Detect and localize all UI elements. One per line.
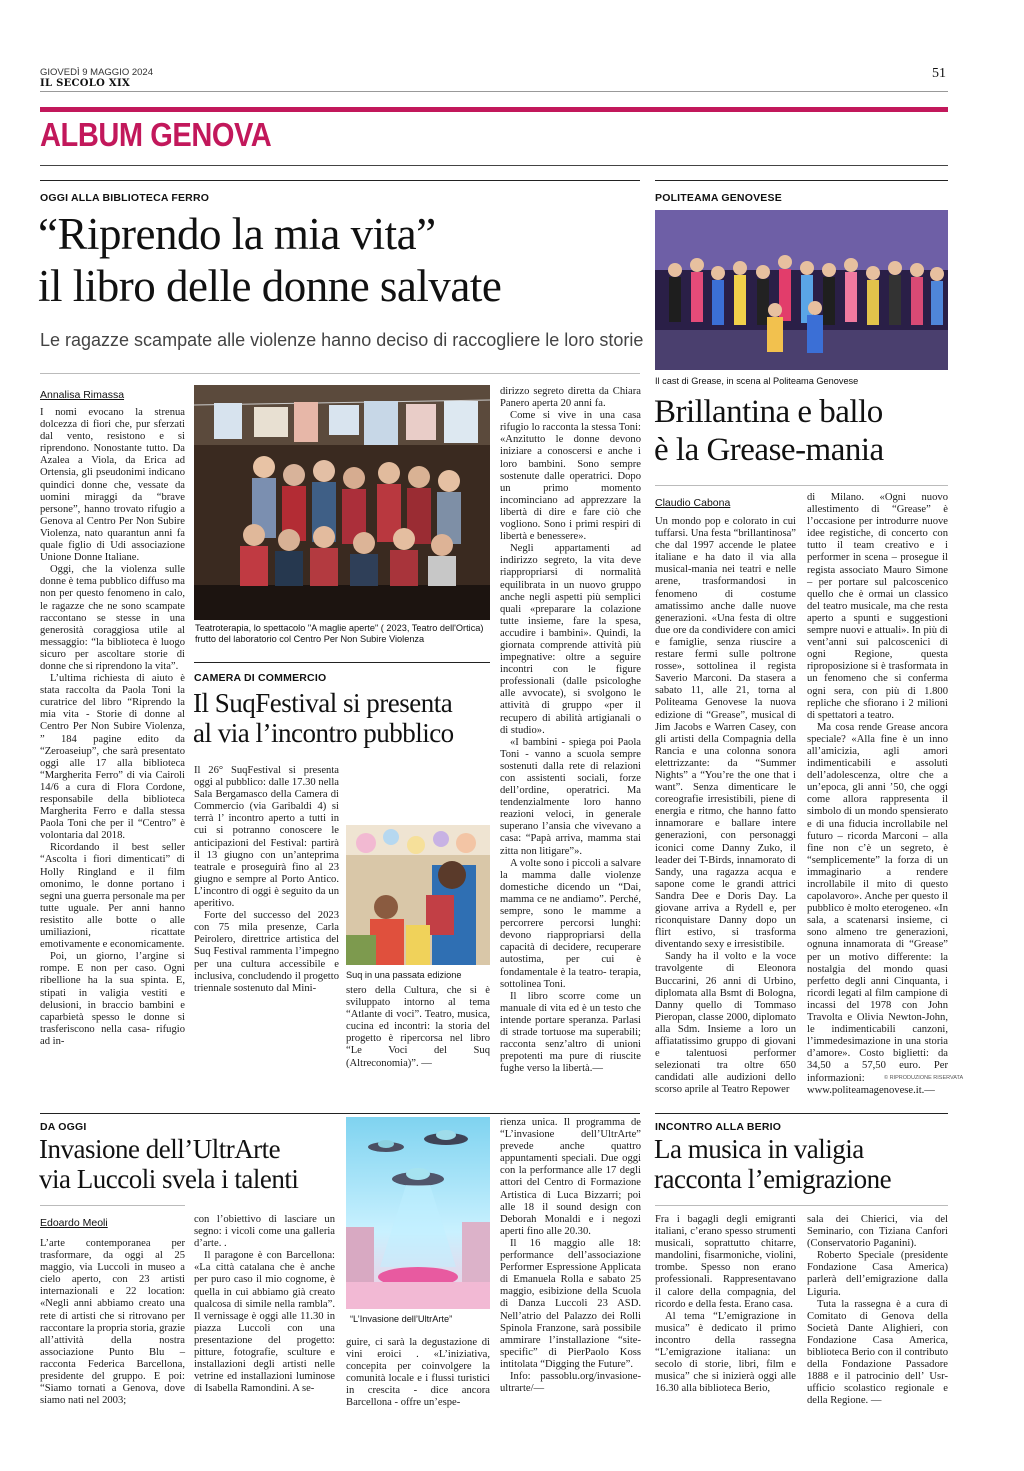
grease-column-1	[655, 516, 796, 1097]
paragraph: Il 26° SuqFestival si presenta oggi al pubblico: dalle 17.30 nella Sala Bergamasco della Camera di Commercio (via Garibaldi 4) si terrà l’ incontro aperto a tutti in cui si potranno conoscere le anticipazioni del Festival: partirà il 13 giugno con un’anteprima teatrale e proseguirà fino al 23 giugno e sempre al Porto Antico. L’incontro di oggi è seguito da un aperitivo.	[194, 765, 339, 910]
ultrarte-photo-caption: “L’Invasione dell’UltrArte”	[350, 1314, 453, 1324]
suq-title-line1: Il SuqFestival si presenta	[193, 688, 453, 718]
ultrarte-title-line1: Invasione dell’UltrArte	[39, 1134, 281, 1164]
berio-title-line1: La musica in valigia	[654, 1134, 864, 1164]
ultrarte-column-1: L’arte contemporanea per trasformare, da oggi al 25 maggio, via Luccoli in museo a cielo aperto, con 23 artisti internazionali e 22 location: «Negli anni abbiamo creato una rete di artisti che si ritrovano per raccontare la propria storia, grazie all’attività della nostra associazione Punto Blu – racconta Federica Barcellona, presidente del gruppo. E poi: “Siamo tornati a Genova, dove siamo nati nel 2003;	[40, 1238, 185, 1407]
ultrarte-author: Edoardo Meoli	[40, 1217, 108, 1229]
paragraph: «I bambini - spiega poi Paola Toni - vanno a scuola sempre sostenuti dalla rete di relazioni con assistenti sociali, forze dell’ordine, operatrici. Ma tendenzialmente loro hanno reazioni veloci, in generale superano l’ansia che vivevano a casa: “Papà arriva, mamma stai zitta non litigare”».	[500, 736, 641, 857]
berio-column-1	[655, 1214, 796, 1395]
suq-kicker: CAMERA DI COMMERCIO	[194, 672, 327, 684]
ultrarte-column-2b: guire, ci sarà la degustazione di vini eroici . «L’iniziativa, concepita per coinvolgere la comunità locale e i flussi turistici in crescita - dice ancora Barcellona - offre un’espe-	[346, 1337, 490, 1409]
ultrarte-column-2	[194, 1214, 335, 1395]
paragraph: A volte sono i piccoli a salvare la mamma dalle violenze domestiche dicendo un “Dai, mamma ce ne andiamo”. Perché, sempre, sono le mamme a percorrere percorsi lunghi: devono riappropriarsi della capacità di decidere, recuperare autostima, per cui è fondamentale è la teatro- terapia, sottolinea Toni.	[500, 857, 641, 990]
ultrarte-rule	[40, 1113, 640, 1114]
paragraph: di Milano. «Ogni nuovo allestimento di “Grease” è l’occasione per introdurre nuove idee registiche, di concerto con tutto il team creativo e i performer in scena – prosegue il regista associato Mauro Simone – per portare sul palcoscenico quello che è ormai un classico del teatro musicale, ma che resta aperto a spunti e suggestioni sempre nuovi e attuali». In più di vent’anni sui palcoscenici di ogni Regione, questa riproposizione si è trasformata in un fenomeno che si conferma ogni sera, con più di 1.800 repliche che sfiorano i 2 milioni di spettatori a teatro.	[807, 492, 948, 721]
page-number: 51	[932, 66, 946, 81]
section-rule	[40, 165, 948, 166]
paragraph: Il 16 maggio alle 18: performance dell’associazione Performer Espressione Applicata di Emanuela Rolla e sabato 25 maggio, esibizione della Scuola di Danza Luccoli 23 ASD. Nell’atrio del Palazzo dei Rolli Spinola Franzone, sarà possibile ammirare l’installazione “site-specific” di PierPaolo Koss intitolata “Digging the Future”.	[500, 1237, 641, 1370]
paragraph: sala dei Chierici, via del Seminario, con Tiziana Canfori (Conservatorio Paganini).	[807, 1214, 948, 1250]
section-title: ALBUM GENOVA	[40, 116, 272, 153]
paragraph: Sandy ha il volto e la voce travolgente di Eleonora Buccarini, 26 anni di Urbino, diplomata alla Bsmt di Bologna, Danny quello di Tommaso Pieropan, classe 2000, diplomato alla Sdm. Insieme a loro un affiatatissimo gruppo di giovani e talentuosi performer selezionati tra oltre 650 candidati alle audizioni dello scorso aprile al Teatro Repower	[655, 951, 796, 1096]
grease-photo	[655, 210, 948, 370]
grease-kicker: POLITEAMA GENOVESE	[655, 192, 782, 204]
paragraph: Come si vive in una casa rifugio lo racconta la stessa Toni: «Anzitutto le donne devono iniziare a conoscersi e anche i loro bambini. Sono sempre sostenute dalle operatrici. Dopo un primo momento incominciano ad apprezzare la libertà di dire e fare ciò che vogliono. Sono i primi respiri di libertà e benessere».	[500, 410, 641, 543]
ultrarte-column-3	[500, 1117, 641, 1395]
paragraph: Il paragone è con Barcellona: «La città catalana che è anche per puro caso il mio cognome, è quella in cui abbiamo già creato qualcosa di simile nella rambla”. Il vernissage è oggi alle 11.30 in piazza Luccoli con una presentazione del progetto: pitture, fotografie, sculture e installazioni degli artisti nelle vetrine ed installazioni luminose di Isabella Ramondini. A se-	[194, 1250, 335, 1395]
paragraph: I nomi evocano la strenua dolcezza di fiori che, pur sferzati dal vento, resistono e si riprendono. Nonostante tutto. Da Azalea a Viola, da Erica ad Ortensia, gli pseudonimi indicano quindici donne che, vessate da uomini miraggi da “brave persone”, hanno trovato rifugio a Genova al Centro Per Non Subire Violenza, nato quarantun anni fa quale figlio di Udi associazione Unione Donne Italiane.	[40, 407, 185, 564]
paragraph: Al tema “L’emigrazione in musica” è dedicato il primo incontro della rassegna “L’emigrazione italiana: un secolo di storie, libri, film e musica” che si inizierà oggi alle 16.30 alla biblioteca Berio,	[655, 1310, 796, 1395]
paragraph: rienza unica. Il programma de “L’invasione dell’UltrArte” prevede anche quattro appuntamenti speciali. Due oggi con la performance alle 17 degli attori del Centro di Formazione Artistica di Luca Bizzarri; poi alle 18 il sound design con Deborah Monaldi e i negozi aperti fino alle 20.30.	[500, 1117, 641, 1237]
grease-column-2	[807, 492, 948, 1097]
paragraph: Un mondo pop e colorato in cui tuffarsi. Una festa “brillantinosa” che dal 1997 accende le platee italiane e ha dato il via alla musical-mania nei teatri e nelle arene, trasformandosi in fenomeno di costume amatissimo anche dalle nuove generazioni. «Una festa di oltre due ore da condividere con amici e famiglie, senza riuscire a restare fermi sulle poltrone rosse», sottolinea il regista Saverio Marconi. Da stasera a sabato 11, alle 21, torna al Politeama Genovese la nuova edizione di “Grease”, musical di Jim Jacobs e Warren Casey, con gli artisti della Compagnia della Rancia e una colonna sonora elettrizzante: da “Summer Nights” a “You’re the one that i want”. Senza dimenticare le coreografie irresistibili, piene di energia e ritmo, che hanno fatto innamorare e ballare intere generazioni, con personaggi iconici come Danny Zuko, il leader dei T-Birds, innamorato di Sandy, una ragazza acqua e sapone come le grandi attrici Sandra Dee e Doris Day. La giovane arriva a Rydell e, per riconquistare Danny dopo un flirt estivo, si trasforma diventando sexy e irresistibile.	[655, 516, 797, 951]
grease-kicker-rule	[655, 180, 948, 181]
page-date: GIOVEDÌ 9 MAGGIO 2024	[40, 67, 153, 78]
suq-photo-caption: Suq in una passata edizione	[346, 970, 462, 980]
suq-column-2: stero della Cultura, che si è sviluppato intorno al tema “Atlante di voci”. Teatro, musica, cucina ed incontri: la storia del progetto è ripercorsa nel libro “Le Voci del Suq (Altreconomia)”. —	[346, 985, 490, 1069]
suq-rule	[194, 662, 490, 663]
berio-rule	[655, 1113, 948, 1114]
paragraph: Forte del successo del 2023 con 75 mila presenze, Carla Peirolero, direttrice artistica del Suq Festival rammenta l’impegno per una cultura accessibile e inclusiva, concludendo il progetto triennale sostenuto dal Mini-	[194, 910, 339, 994]
masthead-rule	[40, 91, 948, 92]
grease-title-line2: è la Grease-mania	[654, 432, 884, 468]
paragraph: Info: passoblu.org/invasione-ultrarte/—	[500, 1370, 641, 1395]
berio-kicker: INCONTRO ALLA BERIO	[655, 1121, 782, 1133]
paragraph: Poi, un giorno, l’argine si rompe. E non per caso. Ogni ribellione ha la sua spinta. E, stipati in valigia vestiti e delusioni, in braccio bambini e caparbietà spesso le donne si trasferiscono nella casa- rifugio ad in-	[40, 951, 185, 1047]
paragraph: Ma cosa rende Grease ancora speciale? «Alla fine è un inno all’amicizia, agli amori indimenticabili e assoluti dell’adolescenza, oltre che a un’epoca, gli anni ’50, che oggi come allora rappresenta il simbolo di un mondo spensierato e di una fiducia incrollabile nel futuro – ricorda Marconi – alla fine non c’è un segreto, è “semplicemente” la forza di un immaginario a rendere incrollabile il mito di questo capolavoro». Anche per questo il pubblico è molto eterogeneo. «In sala, a scatenarsi insieme, ci sono almeno tre generazioni, ognuna innamorata di “Grease” per un motivo differente: la nostalgia del mondo quasi perfetto degli anni Cinquanta, i ricordi legati al film campione di incassi del 1978 con John Travolta e Olivia Newton-John, le indimenticabili canzoni, l’immedesimazione in una storia d’amore». Costo biglietti: da 34,50 a 57,50 euro. Per informazioni: www.politeamagenovese.it.—	[807, 721, 948, 1096]
paragraph: Fra i bagagli degli emigranti italiani, c’erano spesso strumenti musicali, soprattutto chitarre, mandolini, fisarmoniche, violini, trombe. Spesso non erano professionali. Rappresentavano il calore della compagnia, del ricordo e della festa. Erano casa.	[655, 1214, 796, 1310]
ultrarte-kicker: DA OGGI	[40, 1121, 87, 1133]
grease-photo-caption: Il cast di Grease, in scena al Politeama Genovese	[655, 376, 859, 386]
suq-title-line2: al via l’incontro pubblico	[193, 718, 454, 748]
paragraph: Oggi, che la violenza sulle donne è tema pubblico diffuso ma non per questo fenomeno in calo, le ragazze che ne sono scampate raccontano se stesse in una generosità coraggiosa utile al messaggio: “la biblioteca è luogo sicuro per ascoltare storie di donne che si riprendono la vita”.	[40, 564, 185, 672]
section-accent-bar	[40, 107, 948, 112]
rights-note: © RIPRODUZIONE RISERVATA	[884, 1075, 964, 1081]
ultrarte-photo	[346, 1117, 490, 1309]
ultrarte-title-line2: via Luccoli svela i talenti	[39, 1164, 299, 1194]
paragraph: Tuta la rassegna è a cura di Comitato di Genova della Società Dante Alighieri, con Fondazione Casa America, biblioteca Berio con il contributo della Fondazione Passadore 1888 e il patrocinio dell’ Usr-ufficio scolastico regionale e della Regione. —	[807, 1298, 948, 1407]
paragraph: Roberto Speciale (presidente Fondazione Casa America) parlerà dell’emigrazione dalla Liguria.	[807, 1250, 948, 1298]
main-subtitle: Le ragazze scampate alle violenze hanno deciso di raccogliere le loro storie	[40, 330, 644, 350]
grease-title-rule	[655, 485, 948, 486]
paragraph: Negli appartamenti ad indirizzo segreto, la vita deve riappropriarsi di normalità equilibrata in un nuovo gruppo anche negli aspetti più semplici quali «preparare la colazione tutte insieme, fare la spesa, accudire i bambini». Quindi, la giornata comprende attività più impegnative: oltre a seguire incontri con le figure professionali (dalle psicologhe alle avvocate), si svolgono le attività di gruppo «per il recupero di abilità artigianali o di studio».	[500, 543, 641, 736]
paper-name: IL SECOLO XIX	[40, 78, 131, 89]
main-kicker: OGGI ALLA BIBLIOTECA FERRO	[40, 192, 210, 204]
grease-author: Claudio Cabona	[655, 497, 731, 509]
main-title-line2: il libro delle donne salvate	[38, 261, 502, 311]
paragraph: L’ultima richiesta di aiuto è stata raccolta da Paola Toni la curatrice del libro “Riprendo la mia vita - Storie di donne al Centro Per Non Subire Violenza, ” 184 pagine edito da “Zeroaseiup”, che sarà presentato oggi alle 17 alla biblioteca “Margherita Ferro” di via Cairoli 14/6 a cura di Flora Cordone, responsabile della biblioteca Margherita Ferro e dalla stessa Paola Toni che per il “Centro” è volontaria dal 2018.	[40, 673, 185, 842]
main-column-3	[500, 386, 641, 1075]
main-author: Annalisa Rimassa	[40, 389, 125, 401]
paragraph: Il libro scorre come un manuale di vita ed è un testo che intende portare speranza. Parlasi di strade tortuose ma superabili; racconta senz’altro di unioni prepotenti ma pure di riuscite fughe verso la libertà.—	[500, 990, 641, 1075]
berio-title-line2: racconta l’emigrazione	[654, 1164, 892, 1194]
grease-title-line1: Brillantina e ballo	[654, 394, 883, 430]
berio-column-2	[807, 1214, 948, 1408]
paragraph: con l’obiettivo di lasciare un segno: i vicoli come una galleria d’arte. .	[194, 1214, 335, 1250]
paragraph: dirizzo segreto diretta da Chiara Panero aperta 20 anni fa.	[500, 386, 641, 410]
main-sub-rule	[40, 373, 640, 374]
main-title-line1: “Riprendo la mia vita”	[38, 209, 436, 259]
suq-photo	[346, 825, 490, 965]
main-kicker-rule	[40, 180, 640, 181]
main-column-1	[40, 407, 185, 1048]
berio-title-rule	[655, 1205, 948, 1206]
theatre-photo	[194, 385, 490, 620]
paragraph: Ricordando il best seller “Ascolta i fiori dimenticati” di Holly Ringland e il film omonimo, le donne portano i segni una guerra personale ma per tutte uguale. Per anni hanno resistito alle botte o alle umiliazioni, ricattate emotivamente e economicamente.	[40, 842, 186, 951]
suq-column-1	[194, 765, 339, 995]
theatre-photo-caption: Teatroterapia, lo spettacolo "A maglie aperte" ( 2023, Teatro dell'Ortica) frutto del laboratorio col Centro Per Non Subire Violenza	[195, 623, 484, 644]
ultrarte-title-rule	[40, 1205, 185, 1206]
